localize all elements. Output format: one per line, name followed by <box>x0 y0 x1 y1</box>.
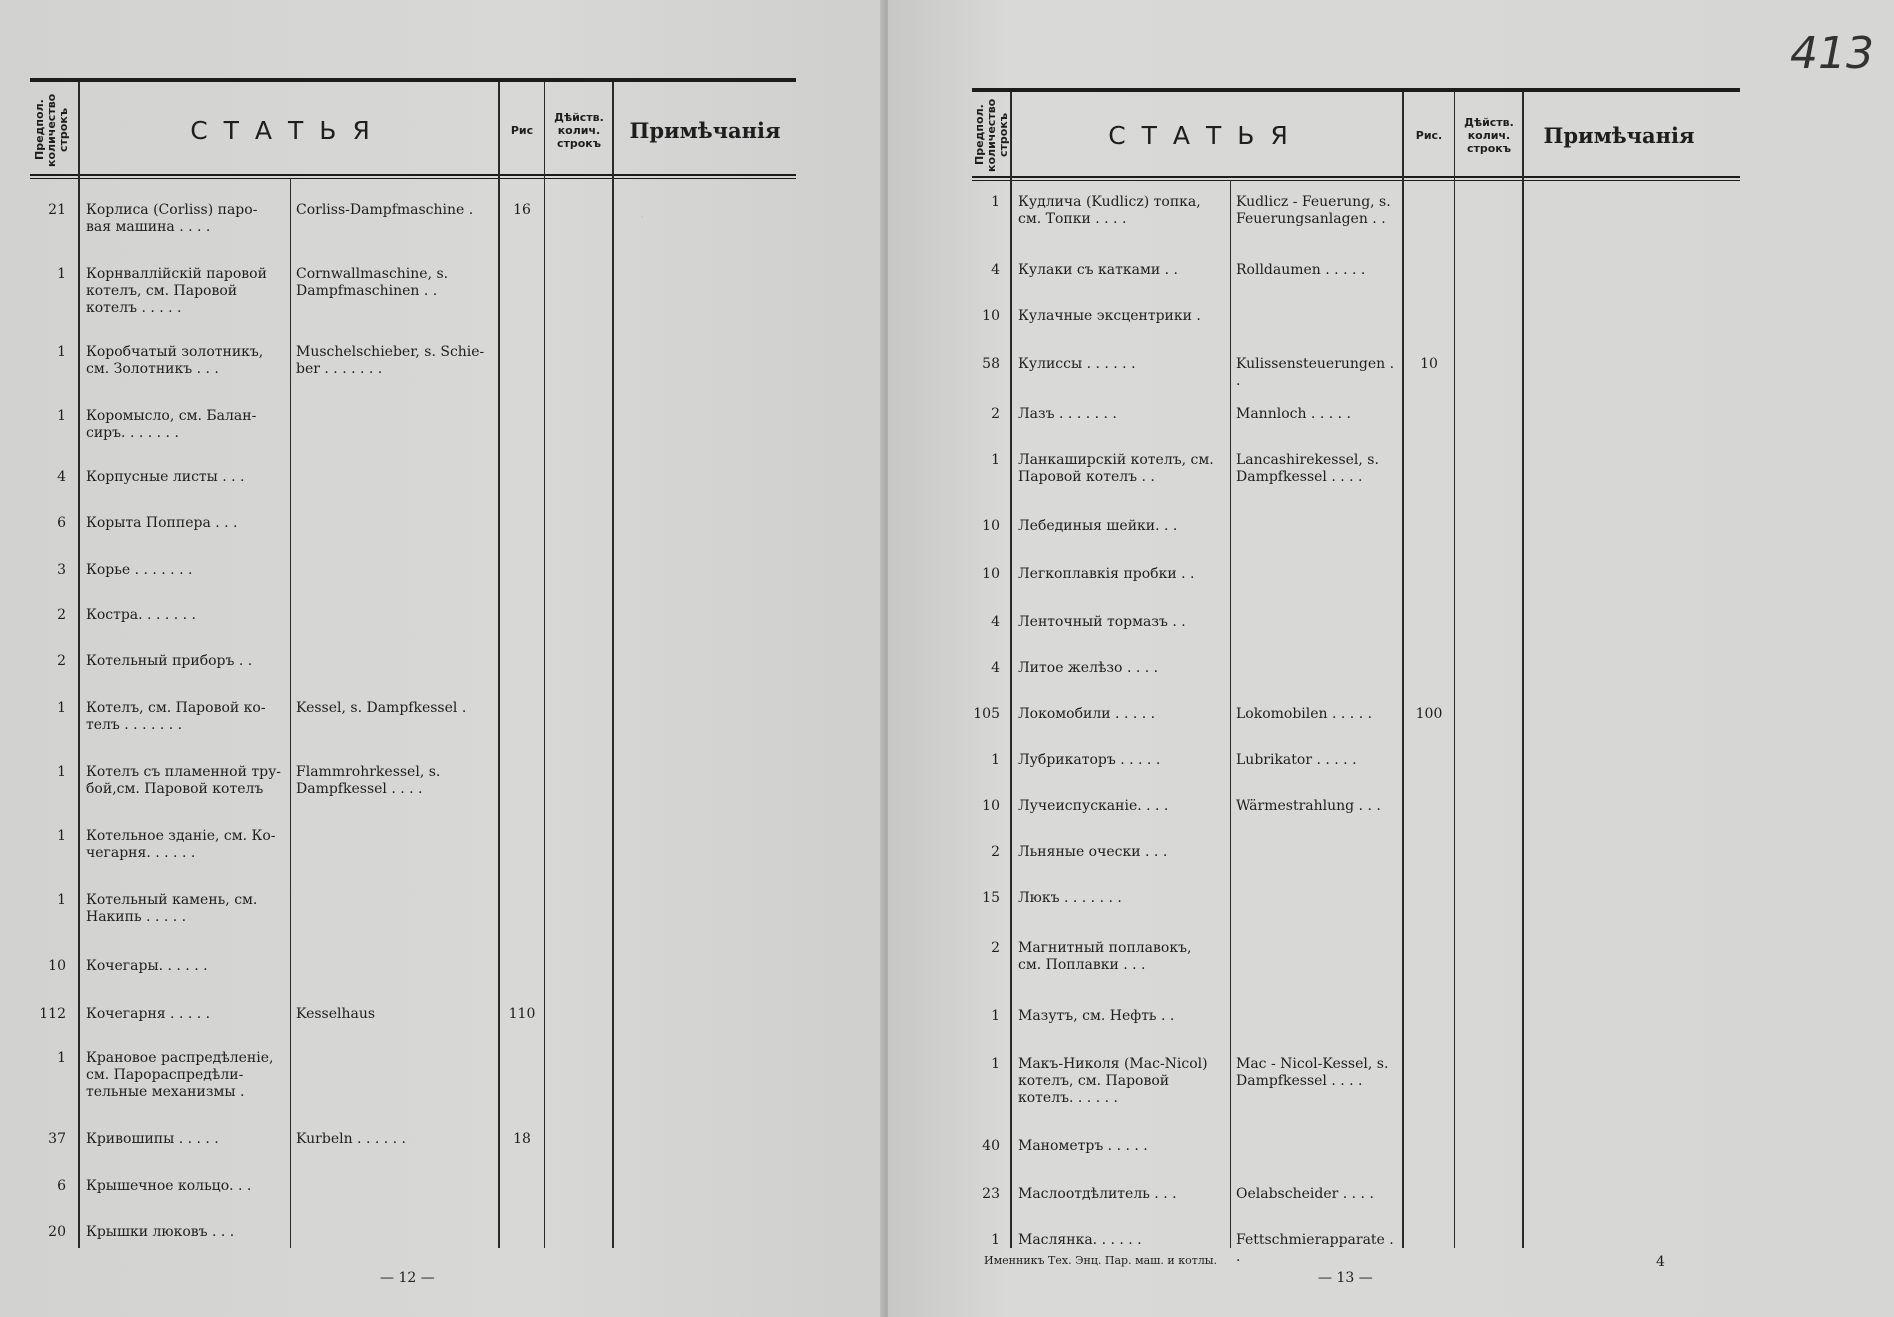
header-actual: Дѣйств. колич. строкъ <box>554 110 604 150</box>
row-term-de: Wärmestrahlung . . . <box>1236 798 1381 814</box>
row-term-ru: Мазутъ, см. Нефть . . <box>1018 1008 1175 1024</box>
row-count: 2 <box>991 940 1000 956</box>
row-count: 1 <box>991 1232 1000 1248</box>
footer-note: Именникъ Тех. Энц. Пар. маш. и котлы. <box>984 1254 1218 1267</box>
row-term-de: Lubrikator . . . . . <box>1236 752 1357 768</box>
handwritten-page-mark: 413 <box>1790 28 1874 79</box>
row-term-de: Fettschmierapparate . . <box>1236 1232 1394 1265</box>
row-term-ru: Литое желѣзо . . . . <box>1018 660 1159 676</box>
row-figures: 16 <box>513 202 531 218</box>
row-term-ru: Кочегарня . . . . . <box>86 1006 211 1022</box>
header-rule <box>972 176 1740 178</box>
row-count: 4 <box>991 660 1000 676</box>
row-term-de: Kurbeln . . . . . . <box>296 1131 407 1147</box>
row-term-ru: Котельное зданіе, см. Ко- чегарня. . . . . . <box>86 828 276 861</box>
row-term-de: Kessel, s. Dampfkessel . <box>296 700 467 716</box>
row-count: 1 <box>57 828 66 844</box>
row-term-ru: Ленточный тормазъ . . <box>1018 614 1186 630</box>
row-term-de: Kesselhaus <box>296 1006 376 1022</box>
header-figures-cell <box>1404 94 1454 176</box>
row-figures: 10 <box>1420 356 1438 372</box>
row-term-ru: Костра. . . . . . . <box>86 607 197 623</box>
row-term-de: Rolldaumen . . . . . <box>1236 262 1366 278</box>
row-term-ru: Крановое распредѣленіе, см. Парораспредѣли- тельные механизмы . <box>86 1050 274 1100</box>
header-notes-cell <box>614 86 796 174</box>
row-figures: 110 <box>508 1006 536 1022</box>
row-count: 1 <box>57 266 66 282</box>
row-term-ru: Льняные очески . . . <box>1018 844 1168 860</box>
row-term-ru: Лазъ . . . . . . . <box>1018 406 1117 422</box>
header-actual: Дѣйств. колич. строкъ <box>1464 115 1514 155</box>
row-term-ru: Локомобили . . . . . <box>1018 706 1156 722</box>
header-article-cell <box>80 86 496 174</box>
row-term-ru: Легкоплавкія пробки . . <box>1018 566 1195 582</box>
row-term-ru: Кривошипы . . . . . <box>86 1131 219 1147</box>
row-count: 1 <box>57 408 66 424</box>
column-divider <box>1010 92 1012 1248</box>
signature-mark: 4 <box>1656 1254 1665 1270</box>
row-term-ru: Котелъ, см. Паровой ко- телъ . . . . . . . <box>86 700 266 733</box>
row-term-ru: Манометръ . . . . . <box>1018 1138 1148 1154</box>
header-actual-cell <box>546 86 612 174</box>
right-page <box>888 0 1894 1317</box>
row-term-de: Lancashirekessel, s. Dampfkessel . . . . <box>1236 452 1379 485</box>
row-count: 1 <box>57 892 66 908</box>
row-term-ru: Маслянка. . . . . . <box>1018 1232 1142 1248</box>
column-divider <box>290 178 291 1248</box>
header-article: СТАТЬЯ <box>1108 120 1304 150</box>
row-count: 4 <box>57 469 66 485</box>
row-term-ru: Лебединыя шейки. . . <box>1018 518 1178 534</box>
row-term-ru: Корье . . . . . . . <box>86 562 193 578</box>
row-count: 15 <box>982 890 1000 906</box>
row-term-ru: Котелъ съ пламенной тру- бой,см. Паровой котелъ <box>86 764 282 797</box>
left-ledger-table <box>30 78 796 1248</box>
row-term-ru: Магнитный поплавокъ, см. Поплавки . . . <box>1018 940 1192 973</box>
column-divider <box>1402 92 1404 1248</box>
row-count: 3 <box>57 562 66 578</box>
row-count: 4 <box>991 614 1000 630</box>
column-divider <box>1454 92 1455 1248</box>
row-term-de: Flammrohrkessel, s. Dampfkessel . . . . <box>296 764 441 797</box>
row-count: 10 <box>982 566 1000 582</box>
row-count: 1 <box>991 752 1000 768</box>
row-count: 23 <box>982 1186 1000 1202</box>
left-page <box>0 0 886 1317</box>
row-term-ru: Лубрикаторъ . . . . . <box>1018 752 1161 768</box>
row-term-ru: Кулачные эксцентрики . <box>1018 308 1201 324</box>
row-term-de: Muschelschieber, s. Schie- ber . . . . . . . <box>296 344 485 377</box>
header-count: Предпол. количество строкъ <box>33 93 70 167</box>
row-count: 10 <box>982 518 1000 534</box>
row-count: 1 <box>991 452 1000 468</box>
row-count: 6 <box>57 1178 66 1194</box>
header-notes: Примѣчанія <box>629 117 781 143</box>
row-count: 112 <box>39 1006 66 1022</box>
row-count: 1 <box>57 1050 66 1066</box>
row-count: 1 <box>57 764 66 780</box>
row-term-de: Mac - Nicol-Kessel, s. Dampfkessel . . . . <box>1236 1056 1389 1089</box>
header-figures: Рис. <box>1415 128 1443 142</box>
row-count: 6 <box>57 515 66 531</box>
row-term-de: Oelabscheider . . . . <box>1236 1186 1374 1202</box>
header-rule-2 <box>30 178 796 179</box>
row-count: 2 <box>991 406 1000 422</box>
header-figures: Рис <box>510 123 534 137</box>
row-count: 105 <box>973 706 1000 722</box>
column-divider <box>612 82 614 1248</box>
header-figures-cell <box>500 86 544 174</box>
column-divider <box>1522 92 1524 1248</box>
row-term-ru: Котельный камень, см. Накипь . . . . . <box>86 892 258 925</box>
row-count: 10 <box>48 958 66 974</box>
row-count: 37 <box>48 1131 66 1147</box>
column-divider <box>498 82 500 1248</box>
header-count: Предпол. количество строкъ <box>973 98 1010 172</box>
top-rule <box>972 88 1740 92</box>
row-term-ru: Коробчатый золотникъ, см. Золотникъ . . . <box>86 344 264 377</box>
row-count: 1 <box>57 344 66 360</box>
header-article-cell <box>1012 94 1400 176</box>
row-count: 10 <box>982 798 1000 814</box>
row-term-de: Kudlicz - Feuerung, s. Feuerungsanlagen . . <box>1236 194 1391 227</box>
row-term-ru: Люкъ . . . . . . . <box>1018 890 1122 906</box>
row-count: 10 <box>982 308 1000 324</box>
row-figures: 18 <box>513 1131 531 1147</box>
row-term-ru: Лучеиспусканіе. . . . <box>1018 798 1169 814</box>
row-count: 1 <box>991 1056 1000 1072</box>
page-number: — 13 — <box>1318 1270 1373 1286</box>
page-number: — 12 — <box>380 1270 435 1286</box>
row-count: 21 <box>48 202 66 218</box>
row-term-de: Lokomobilen . . . . . <box>1236 706 1373 722</box>
header-article: СТАТЬЯ <box>190 115 386 145</box>
top-rule <box>30 78 796 82</box>
row-term-de: Kulissensteuerungen . . <box>1236 356 1395 389</box>
row-term-de: Cornwallmaschine, s. Dampfmaschinen . . <box>296 266 449 299</box>
row-count: 20 <box>48 1224 66 1240</box>
column-divider <box>544 82 545 1248</box>
row-count: 2 <box>991 844 1000 860</box>
row-term-ru: Корпусные листы . . . <box>86 469 245 485</box>
row-term-ru: Корлиса (Corliss) паро- вая машина . . . . <box>86 202 258 235</box>
row-term-ru: Крышки люковъ . . . <box>86 1224 235 1240</box>
row-term-ru: Кулаки съ катками . . <box>1018 262 1179 278</box>
row-count: 40 <box>982 1138 1000 1154</box>
row-count: 1 <box>991 194 1000 210</box>
row-term-ru: Кулиссы . . . . . . <box>1018 356 1136 372</box>
header-notes-cell <box>1524 94 1714 176</box>
header-actual-cell <box>1456 94 1522 176</box>
row-count: 58 <box>982 356 1000 372</box>
column-divider <box>1230 180 1231 1248</box>
row-count: 4 <box>991 262 1000 278</box>
row-term-ru: Котельный приборъ . . <box>86 653 253 669</box>
header-rule <box>30 174 796 176</box>
row-term-ru: Ланкаширскій котелъ, см. Паровой котелъ . . <box>1018 452 1214 485</box>
row-term-ru: Макъ-Николя (Mac-Nicol) котелъ, см. Паровой котелъ. . . . . . <box>1018 1056 1208 1106</box>
row-term-ru: Корнваллійскій паровой котелъ, см. Паровой котелъ . . . . . <box>86 266 267 316</box>
row-term-ru: Корыта Поппера . . . <box>86 515 238 531</box>
row-count: 2 <box>57 653 66 669</box>
row-count: 1 <box>57 700 66 716</box>
column-divider <box>78 82 80 1248</box>
bleed-through: · <box>640 210 645 225</box>
row-term-ru: Маслоотдѣлитель . . . <box>1018 1186 1177 1202</box>
row-term-de: Corliss-Dampfmaschine . <box>296 202 474 218</box>
row-term-ru: Кочегары. . . . . . <box>86 958 208 974</box>
row-count: 1 <box>991 1008 1000 1024</box>
row-term-ru: Крышечное кольцо. . . <box>86 1178 252 1194</box>
header-rule-2 <box>972 180 1740 181</box>
row-term-de: Mannloch . . . . . <box>1236 406 1351 422</box>
row-term-ru: Кудлича (Kudlicz) топка, см. Топки . . . . <box>1018 194 1201 227</box>
row-figures: 100 <box>1415 706 1443 722</box>
row-term-ru: Коромысло, см. Балан- сиръ. . . . . . . <box>86 408 257 441</box>
row-count: 2 <box>57 607 66 623</box>
header-notes: Примѣчанія <box>1543 122 1695 148</box>
